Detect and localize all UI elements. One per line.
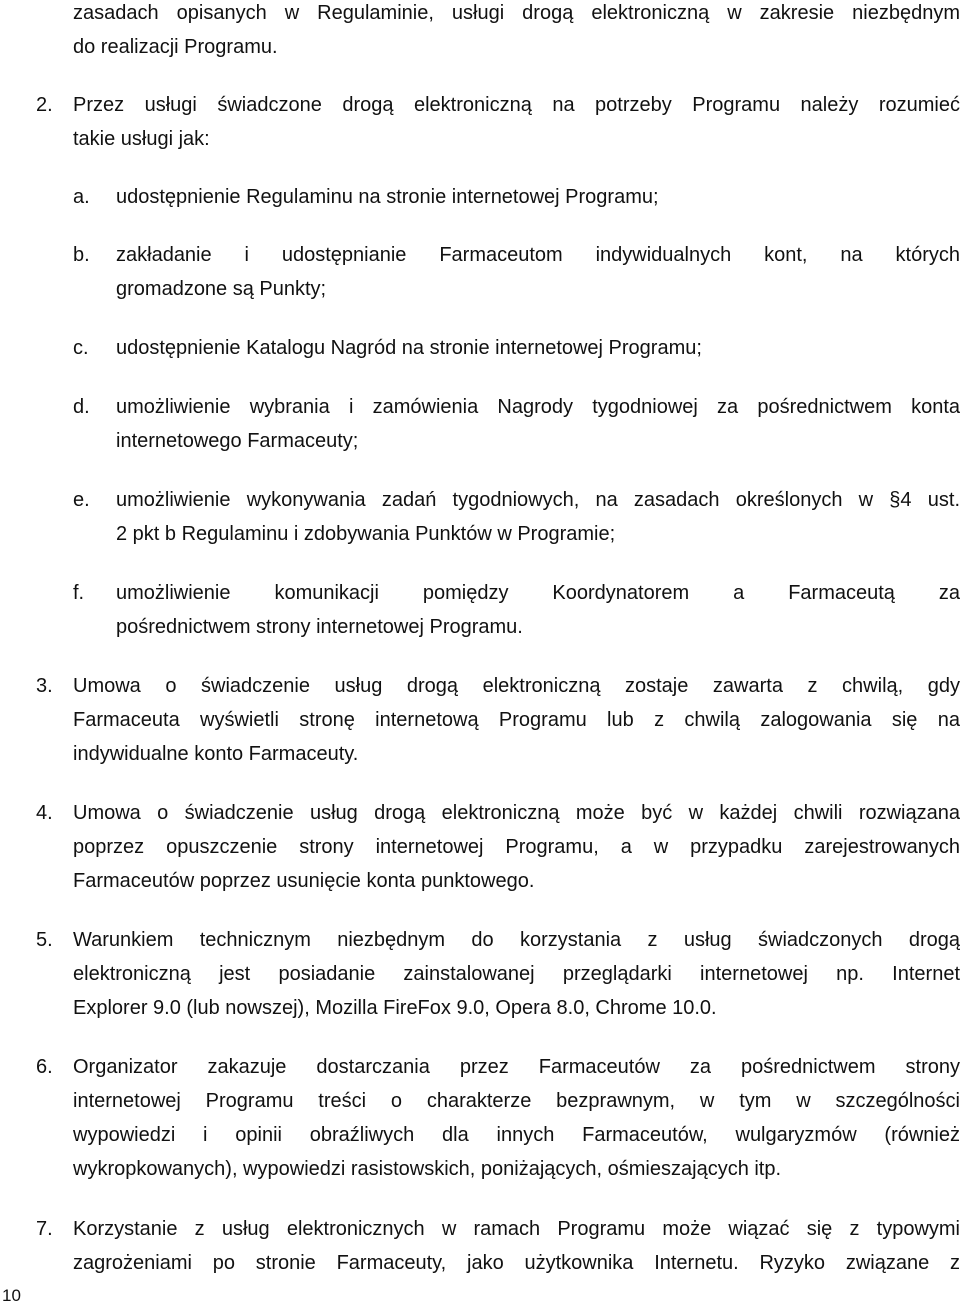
- item-4-line-2: poprzez opuszczenie strony internetowej Programu, a w przypadku zarejestrowanych: [73, 836, 960, 858]
- subitem-b-letter: b.: [73, 244, 90, 266]
- item-6-number: 6.: [36, 1056, 53, 1078]
- subitem-b-line-2: gromadzone są Punkty;: [116, 278, 327, 300]
- item-5-number: 5.: [36, 929, 53, 951]
- subitem-a-line-1: udostępnienie Regulaminu na stronie internetowej Programu;: [116, 186, 659, 208]
- item-7-line-2: zagrożeniami po stronie Farmaceuty, jako użytkownika Internetu. Ryzyko związane z: [73, 1252, 960, 1274]
- item-4-line-3: Farmaceutów poprzez usunięcie konta punktowego.: [73, 870, 535, 892]
- subitem-c-line-1: udostępnienie Katalogu Nagród na stronie internetowej Programu;: [116, 337, 702, 359]
- item-4-number: 4.: [36, 802, 53, 824]
- item-2-line-2: takie usługi jak:: [73, 128, 210, 150]
- subitem-f-letter: f.: [73, 582, 85, 604]
- item-3-line-1: Umowa o świadczenie usług drogą elektroniczną zostaje zawarta z chwilą, gdy: [73, 675, 960, 697]
- subitem-e-letter: e.: [73, 489, 90, 511]
- item-7-number: 7.: [36, 1218, 53, 1240]
- item-6-line-4: wykropkowanych), wypowiedzi rasistowskich, poniżających, ośmieszających itp.: [73, 1158, 782, 1180]
- intro-line-2: do realizacji Programu.: [73, 36, 278, 58]
- item-3-line-3: indywidualne konto Farmaceuty.: [73, 743, 359, 765]
- subitem-c-letter: c.: [73, 337, 89, 359]
- subitem-a-letter: a.: [73, 186, 90, 208]
- item-5-line-2: elektroniczną jest posiadanie zainstalowanej przeglądarki internetowej np. Internet: [73, 963, 960, 985]
- subitem-f-line-1: umożliwienie komunikacji pomiędzy Koordynatorem a Farmaceutą za: [116, 582, 960, 604]
- intro-line-1: zasadach opisanych w Regulaminie, usługi drogą elektroniczną w zakresie niezbędnym: [73, 2, 960, 24]
- subitem-b-line-1: zakładanie i udostępnianie Farmaceutom indywidualnych kont, na których: [116, 244, 960, 266]
- item-6-line-1: Organizator zakazuje dostarczania przez Farmaceutów za pośrednictwem strony: [73, 1056, 960, 1078]
- page-number: 10: [2, 1286, 21, 1305]
- subitem-d-line-1: umożliwienie wybrania i zamówienia Nagrody tygodniowej za pośrednictwem konta: [116, 396, 960, 418]
- subitem-d-line-2: internetowego Farmaceuty;: [116, 430, 359, 452]
- item-7-line-1: Korzystanie z usług elektronicznych w ramach Programu może wiązać się z typowymi: [73, 1218, 960, 1240]
- item-2-number: 2.: [36, 94, 53, 116]
- item-5-line-1: Warunkiem technicznym niezbędnym do korzystania z usług świadczonych drogą: [73, 929, 960, 951]
- subitem-d-letter: d.: [73, 396, 90, 418]
- item-3-line-2: Farmaceuta wyświetli stronę internetową Programu lub z chwilą zalogowania się na: [73, 709, 960, 731]
- item-4-line-1: Umowa o świadczenie usług drogą elektroniczną może być w każdej chwili rozwiązana: [73, 802, 960, 824]
- item-5-line-3: Explorer 9.0 (lub nowszej), Mozilla FireFox 9.0, Opera 8.0, Chrome 10.0.: [73, 997, 717, 1019]
- subitem-f-line-2: pośrednictwem strony internetowej Programu.: [116, 616, 523, 638]
- item-6-line-2: internetowej Programu treści o charakterze bezprawnym, w tym w szczególności: [73, 1090, 960, 1112]
- subitem-e-line-1: umożliwienie wykonywania zadań tygodniowych, na zasadach określonych w §4 ust.: [116, 489, 960, 511]
- item-3-number: 3.: [36, 675, 53, 697]
- item-6-line-3: wypowiedzi i opinii obraźliwych dla innych Farmaceutów, wulgaryzmów (również: [73, 1124, 960, 1146]
- subitem-e-line-2: 2 pkt b Regulaminu i zdobywania Punktów w Programie;: [116, 523, 616, 545]
- item-2-line-1: Przez usługi świadczone drogą elektroniczną na potrzeby Programu należy rozumieć: [73, 94, 960, 116]
